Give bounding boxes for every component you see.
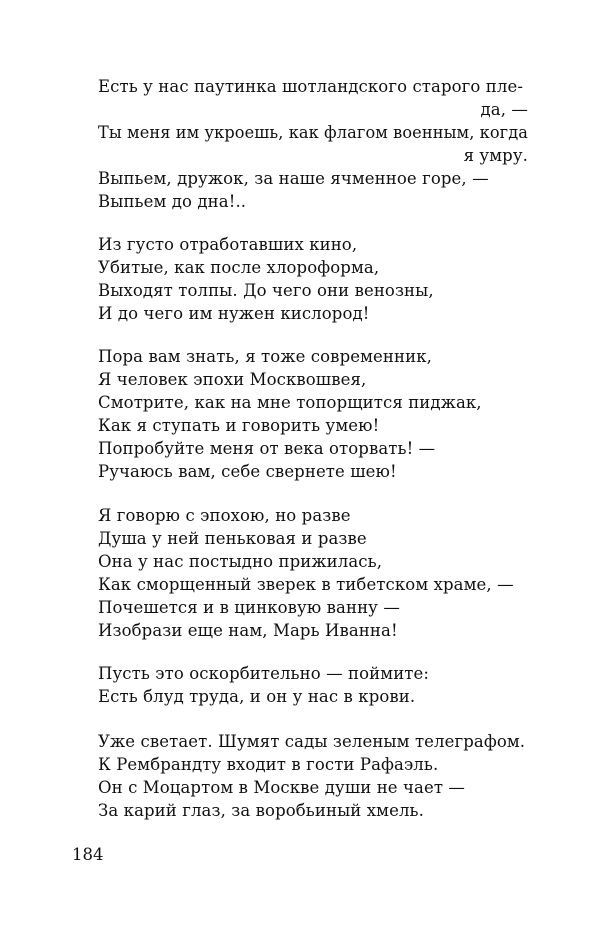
poem-line: Из густо отработавших кино, — [98, 235, 358, 254]
poem-line: Он с Моцартом в Москве души не чает — — [98, 778, 465, 797]
poem-line: Уже светает. Шумят сады зеленым телеграфом. — [98, 732, 526, 751]
poem-line: Как я ступать и говорить умею! — [98, 416, 380, 435]
poem-line: Пусть это оскорбительно — поймите: — [98, 664, 430, 683]
page-number: 184 — [72, 845, 104, 864]
poem-line: Выходят толпы. До чего они венозны, — [98, 281, 434, 300]
poem-line: Пора вам знать, я тоже современник, — [98, 347, 432, 366]
poem-line: Изобрази еще нам, Марь Иванна! — [98, 621, 398, 640]
poem-line: Она у нас постыдно прижилась, — [98, 552, 383, 571]
poem-line: Душа у ней пеньковая и разве — [98, 529, 367, 548]
poem-line: Попробуйте меня от века оторвать! — — [98, 439, 436, 458]
poem-line-continuation: я умру. — [463, 146, 528, 165]
poem-line: Выпьем до дна!.. — [98, 192, 247, 211]
poem-line: К Рембрандту входит в гости Рафаэль. — [98, 755, 439, 774]
poem-line: Смотрите, как на мне топорщится пиджак, — [98, 393, 482, 412]
poem-line: Я говорю с эпохою, но разве — [98, 506, 351, 525]
poem-line: Убитые, как после хлороформа, — [98, 258, 380, 277]
poem-line-continuation: да, — — [480, 100, 528, 119]
poem-line: Выпьем, дружок, за наше ячменное горе, — — [98, 169, 489, 188]
poem-line: Есть блуд труда, и он у нас в крови. — [98, 687, 416, 706]
poem-line: Есть у нас паутинка шотландского старого пле- — [98, 77, 524, 96]
poem-line: Ручаюсь вам, себе свернете шею! — [98, 462, 397, 481]
poem-line: Я человек эпохи Москвошвея, — [98, 370, 367, 389]
poem-line: И до чего им нужен кислород! — [98, 304, 370, 323]
poem-line: За карий глаз, за воробьиный хмель. — [98, 801, 424, 820]
poem-line: Как сморщенный зверек в тибетском храме, — — [98, 575, 514, 594]
poem-line: Почешется и в цинковую ванну — — [98, 598, 400, 617]
poem-line: Ты меня им укроешь, как флагом военным, когда — [98, 123, 529, 142]
